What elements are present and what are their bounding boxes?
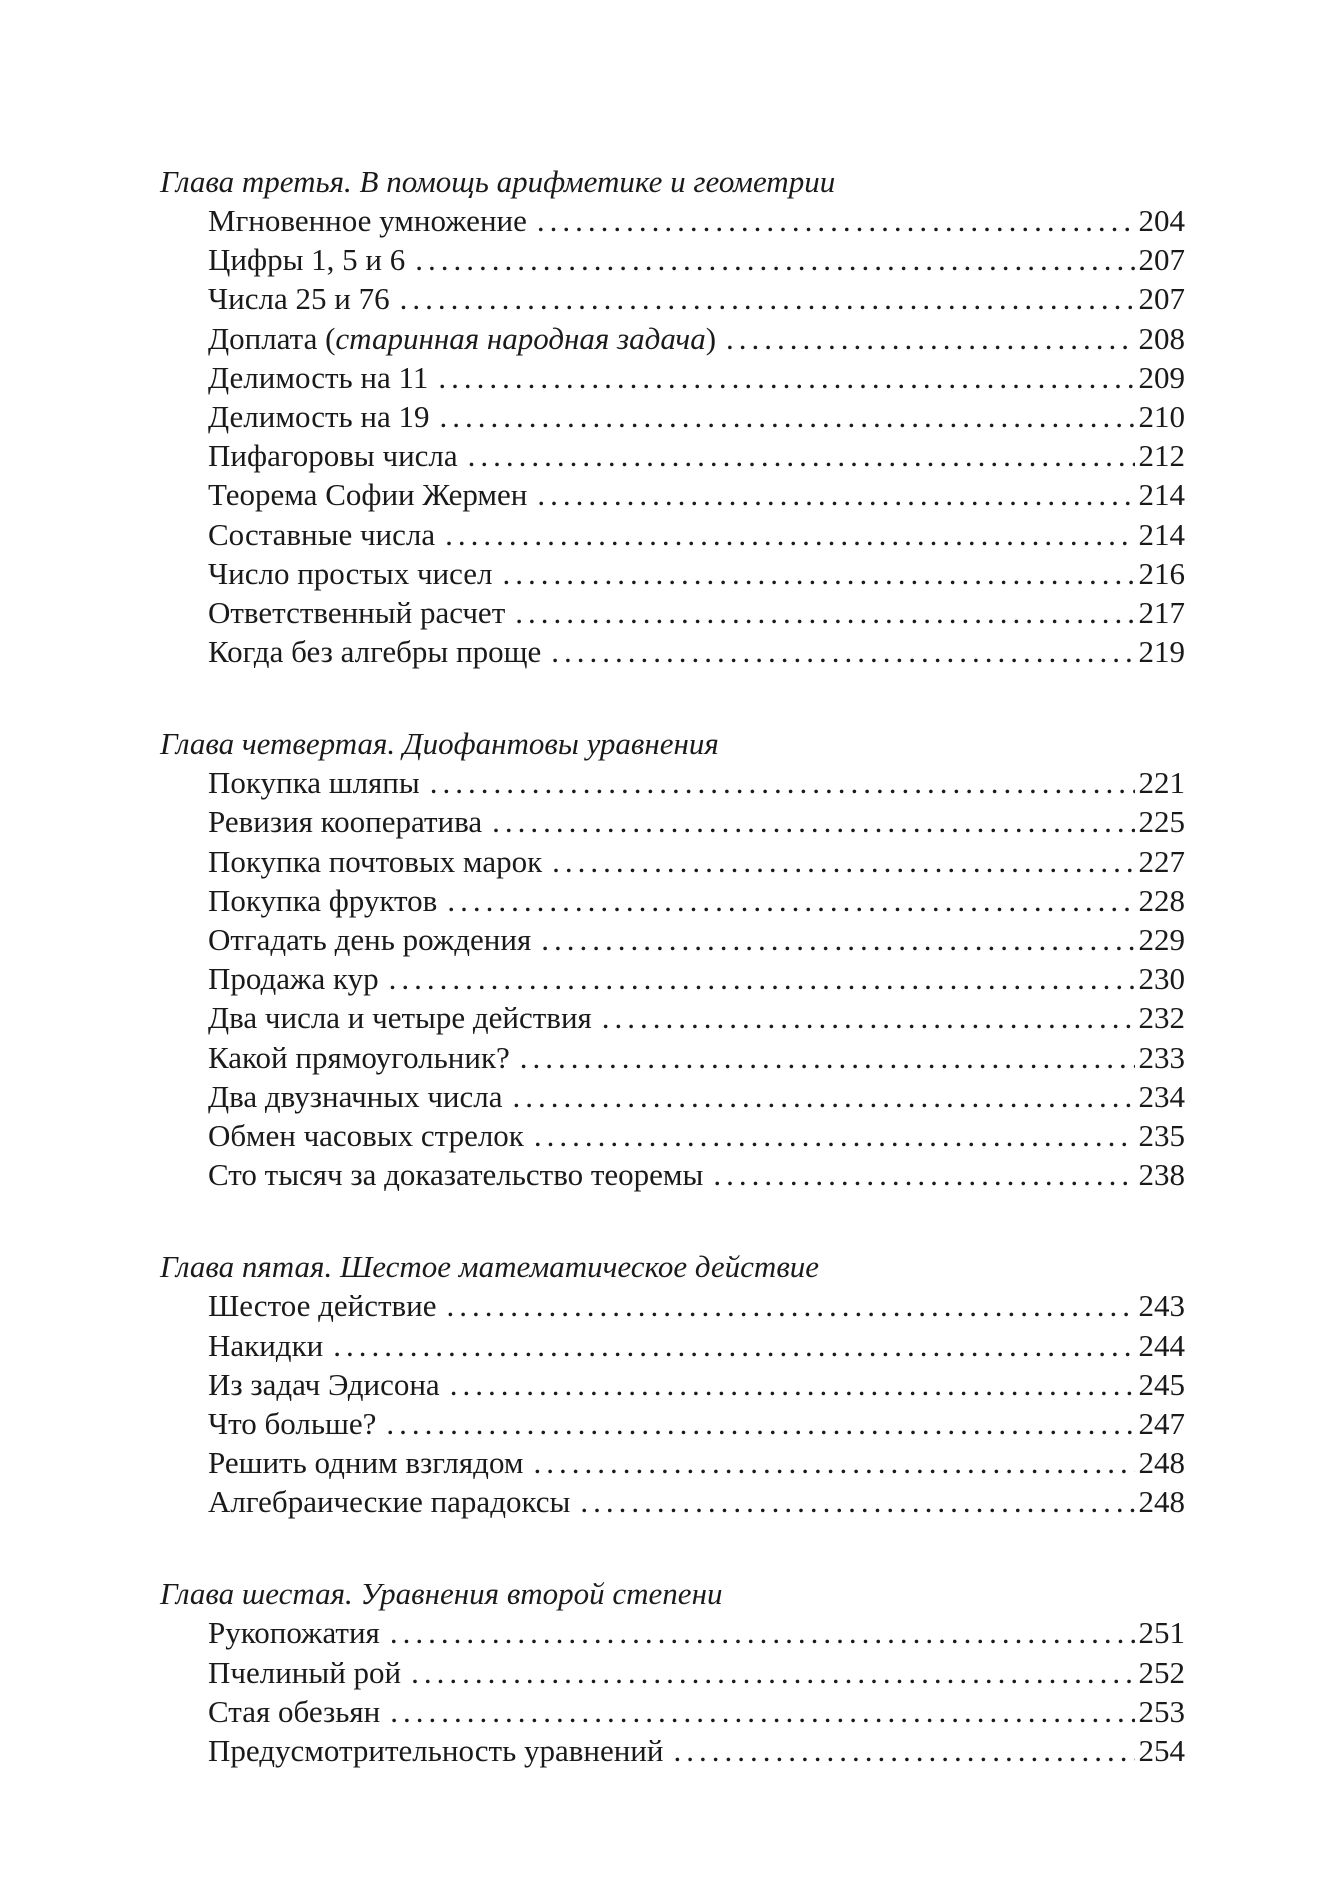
dot-leader xyxy=(537,475,1134,514)
entry-title: Ревизия кооператива xyxy=(208,804,483,840)
toc-entry[interactable] xyxy=(208,1116,1185,1155)
toc-entry[interactable] xyxy=(208,201,1185,240)
entry-title: Покупка почтовых марок xyxy=(208,843,543,879)
toc-entry[interactable] xyxy=(208,593,1185,632)
chapter-3 xyxy=(160,162,1185,671)
entry-title: Рукопожатия xyxy=(208,1615,380,1651)
dot-leader xyxy=(386,1404,1134,1443)
entry-title: Накидки xyxy=(208,1327,324,1363)
toc-entry[interactable] xyxy=(208,881,1185,920)
toc-entry[interactable] xyxy=(208,436,1185,475)
page-number: 216 xyxy=(1138,555,1185,591)
entry-title: Пчелиный рой xyxy=(208,1654,402,1690)
toc-entry[interactable] xyxy=(208,763,1185,802)
page-number: 227 xyxy=(1138,843,1185,879)
toc-entry[interactable] xyxy=(208,1613,1185,1652)
entry-title: Продажа кур xyxy=(208,961,379,997)
toc-entry[interactable] xyxy=(208,1365,1185,1404)
dot-leader xyxy=(492,802,1134,841)
page-number: 207 xyxy=(1138,242,1185,278)
entry-title: Ответственный расчет xyxy=(208,594,506,630)
page-number: 228 xyxy=(1138,882,1185,918)
page-number: 214 xyxy=(1138,516,1185,552)
page-number: 245 xyxy=(1138,1366,1185,1402)
dot-leader xyxy=(468,436,1135,475)
page-number: 238 xyxy=(1138,1157,1185,1193)
toc-entry[interactable] xyxy=(208,279,1185,318)
entry-title xyxy=(208,319,716,358)
toc-entry[interactable] xyxy=(208,1692,1185,1731)
dot-leader xyxy=(415,240,1134,279)
toc-entry[interactable] xyxy=(208,1443,1185,1482)
dot-leader xyxy=(726,319,1134,358)
toc-entry[interactable] xyxy=(208,240,1185,279)
toc-entry[interactable] xyxy=(208,920,1185,959)
entry-title: Делимость на 19 xyxy=(208,398,430,434)
toc-entry[interactable] xyxy=(208,554,1185,593)
dot-leader xyxy=(411,1653,1134,1692)
dot-leader xyxy=(541,920,1134,959)
entry-title: Обмен часовых стрелок xyxy=(208,1117,524,1153)
dot-leader xyxy=(440,397,1135,436)
page-number: 233 xyxy=(1138,1039,1185,1075)
entry-title: Из задач Эдисона xyxy=(208,1366,440,1402)
toc-entry[interactable] xyxy=(208,1326,1185,1365)
entry-title: Решить одним взглядом xyxy=(208,1445,524,1481)
toc-entry[interactable] xyxy=(208,515,1185,554)
dot-leader xyxy=(438,358,1134,397)
chapter-title: Глава шестая. Уравнения второй степени xyxy=(160,1576,723,1612)
dot-leader xyxy=(534,1116,1135,1155)
dot-leader xyxy=(390,1613,1135,1652)
entry-title: Мгновенное умножение xyxy=(208,203,527,238)
dot-leader xyxy=(450,1365,1135,1404)
dot-leader xyxy=(580,1482,1134,1521)
entry-title: Покупка фруктов xyxy=(208,882,438,918)
toc-entry[interactable] xyxy=(208,319,1185,358)
page-number: 248 xyxy=(1138,1445,1185,1481)
dot-leader xyxy=(430,763,1135,802)
toc-entry[interactable] xyxy=(208,358,1185,397)
dot-leader xyxy=(602,998,1135,1037)
page-number: 243 xyxy=(1138,1288,1185,1324)
toc-entry[interactable] xyxy=(208,632,1185,671)
entry-title: Числа 25 и 76 xyxy=(208,281,390,317)
toc-entry[interactable] xyxy=(208,1482,1185,1521)
page-number: 207 xyxy=(1138,281,1185,317)
page-number: 247 xyxy=(1138,1405,1185,1441)
page-number: 234 xyxy=(1138,1078,1185,1114)
entry-title: Когда без алгебры проще xyxy=(208,634,542,670)
chapter-title: Глава третья. В помощь арифметике и геометрии xyxy=(160,164,836,199)
entry-title: Отгадать день рождения xyxy=(208,922,532,957)
entry-title: Что больше? xyxy=(208,1405,377,1441)
page-number: 219 xyxy=(1138,634,1185,670)
page-number: 253 xyxy=(1138,1693,1185,1729)
dot-leader xyxy=(447,881,1134,920)
entry-title: Шестое действие xyxy=(208,1288,437,1324)
entry-title-part: Доплата ( xyxy=(208,320,336,356)
entry-title: Пифагоровы числа xyxy=(208,438,458,474)
toc-entry[interactable] xyxy=(208,1155,1185,1194)
dot-leader xyxy=(503,554,1135,593)
page-number: 209 xyxy=(1138,359,1185,395)
toc-entry[interactable] xyxy=(208,1286,1185,1325)
dot-leader xyxy=(515,593,1134,632)
entry-title: Теорема Софии Жермен xyxy=(208,477,528,513)
dot-leader xyxy=(513,1077,1135,1116)
chapter-title: Глава пятая. Шестое математическое действие xyxy=(160,1249,820,1285)
toc-entry[interactable] xyxy=(208,1038,1185,1077)
entry-title: Стая обезьян xyxy=(208,1693,381,1729)
toc-entry[interactable] xyxy=(208,397,1185,436)
toc-entry[interactable] xyxy=(208,1404,1185,1443)
entry-title: Какой прямоугольник? xyxy=(208,1039,510,1075)
page-number: 244 xyxy=(1138,1327,1185,1363)
entry-title: Покупка шляпы xyxy=(208,765,420,801)
dot-leader xyxy=(390,1692,1134,1731)
chapter-title: Глава четвертая. Диофантовы уравнения xyxy=(160,726,719,762)
dot-leader xyxy=(389,959,1135,998)
entry-title: Составные числа xyxy=(208,516,436,552)
dot-leader xyxy=(533,1443,1134,1482)
chapter-6 xyxy=(160,1574,1185,1770)
chapter-4 xyxy=(160,724,1185,1194)
entry-title: Предусмотрительность уравнений xyxy=(208,1733,664,1768)
entry-title: Два числа и четыре действия xyxy=(208,1000,592,1036)
page-number: 229 xyxy=(1138,922,1185,957)
dot-leader xyxy=(445,515,1134,554)
page-number: 221 xyxy=(1138,765,1185,801)
page-number: 254 xyxy=(1138,1733,1185,1768)
toc-entry[interactable] xyxy=(208,802,1185,841)
dot-leader xyxy=(552,842,1134,881)
page-number: 204 xyxy=(1138,203,1185,238)
dot-leader xyxy=(713,1155,1134,1194)
page-number: 214 xyxy=(1138,477,1185,513)
page-number: 248 xyxy=(1138,1484,1185,1520)
entry-title: Цифры 1, 5 и 6 xyxy=(208,242,406,278)
toc-entry[interactable] xyxy=(208,1077,1185,1116)
toc-entry[interactable] xyxy=(208,959,1185,998)
page-number: 208 xyxy=(1138,320,1185,356)
page-number: 217 xyxy=(1138,594,1185,630)
toc-entry[interactable] xyxy=(208,1653,1185,1692)
dot-leader xyxy=(673,1731,1134,1770)
dot-leader xyxy=(537,201,1135,240)
entry-title-part: ) xyxy=(705,320,717,356)
table-of-contents xyxy=(160,162,1185,1823)
entry-title: Число простых чисел xyxy=(208,555,493,591)
toc-entry[interactable] xyxy=(208,998,1185,1037)
entry-title: Алгебраические парадоксы xyxy=(208,1484,571,1520)
toc-entry[interactable] xyxy=(208,842,1185,881)
page-number: 230 xyxy=(1138,961,1185,997)
toc-entry[interactable] xyxy=(208,475,1185,514)
page-number: 210 xyxy=(1138,398,1185,434)
entry-title: Сто тысяч за доказательство теоремы xyxy=(208,1157,704,1193)
dot-leader xyxy=(447,1286,1135,1325)
page-number: 232 xyxy=(1138,1000,1185,1036)
dot-leader xyxy=(520,1038,1135,1077)
entry-title-italic: старинная народная задача xyxy=(335,320,706,356)
page-number: 225 xyxy=(1138,804,1185,840)
dot-leader xyxy=(400,279,1135,318)
entry-title: Два двузначных числа xyxy=(208,1078,503,1114)
page-number: 235 xyxy=(1138,1117,1185,1153)
dot-leader xyxy=(333,1326,1134,1365)
page-number: 212 xyxy=(1138,438,1185,474)
chapter-5 xyxy=(160,1247,1185,1521)
page-number: 252 xyxy=(1138,1654,1185,1690)
dot-leader xyxy=(551,632,1134,671)
entry-title: Делимость на 11 xyxy=(208,359,429,395)
page-number: 251 xyxy=(1138,1615,1185,1651)
toc-entry[interactable] xyxy=(208,1731,1185,1770)
